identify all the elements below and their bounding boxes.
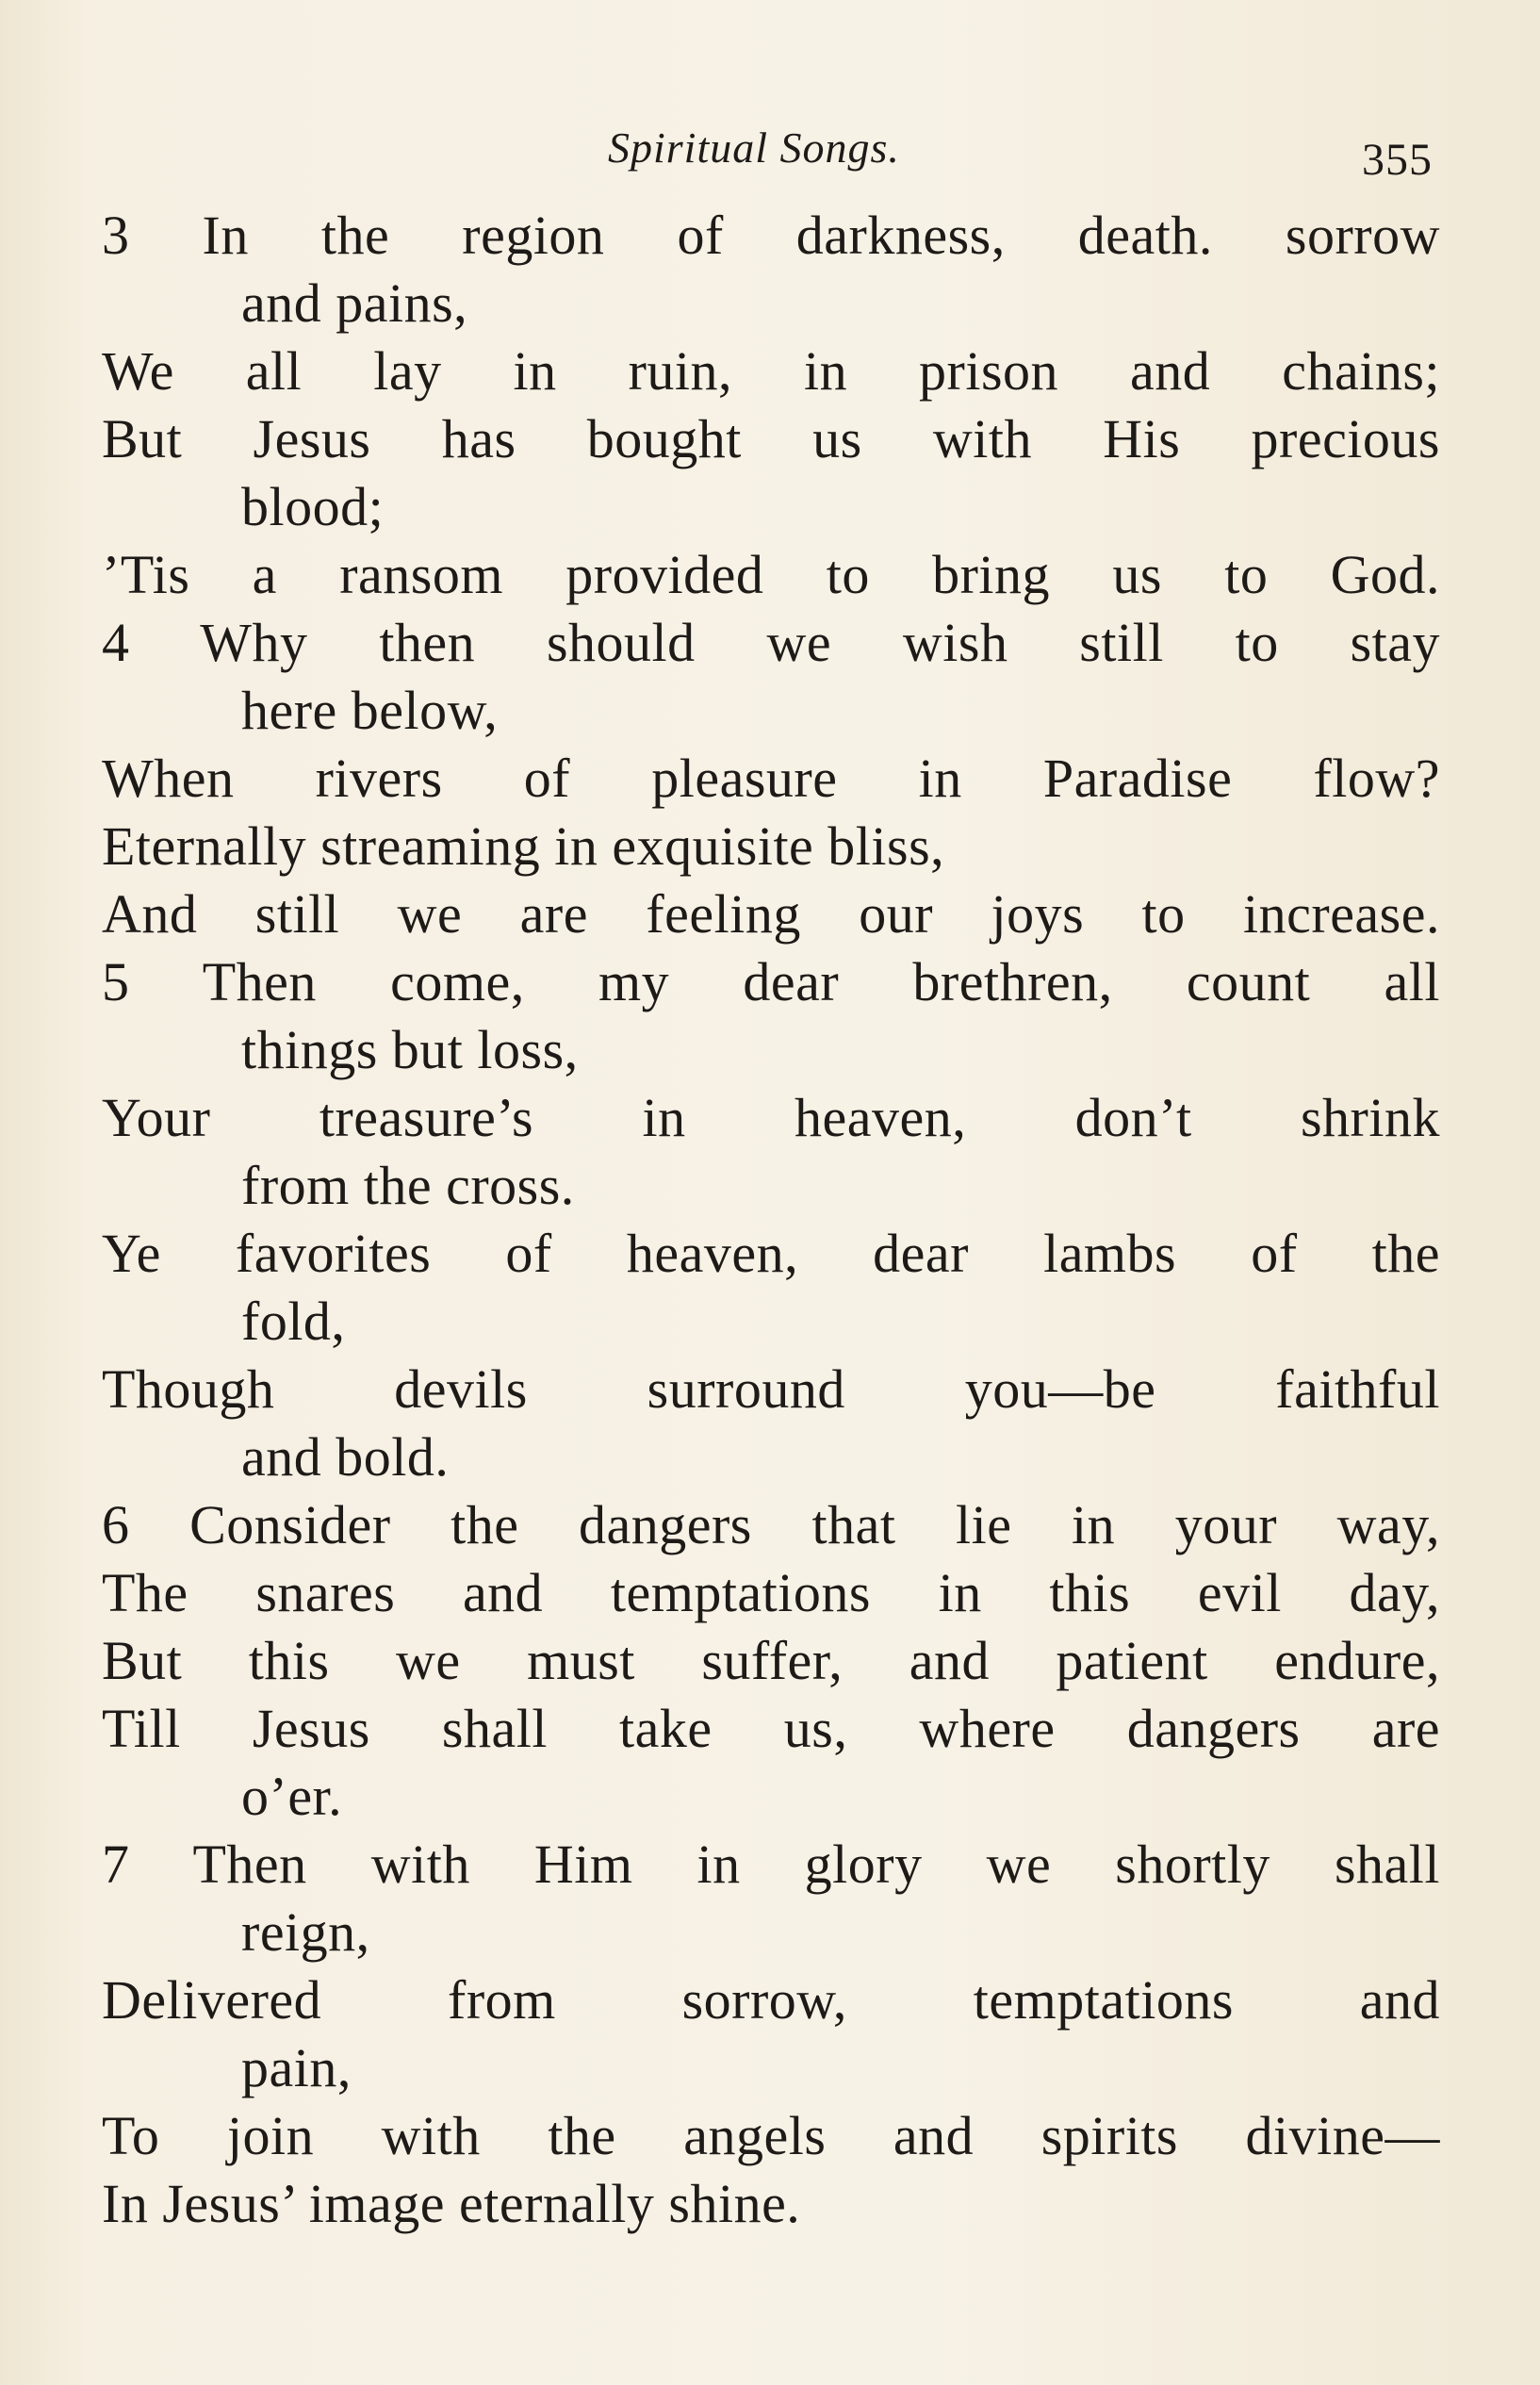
verse-line: When rivers of pleasure in Paradise flow? bbox=[102, 748, 1440, 809]
verse-line: ’Tis a ransom provided to bring us to God. bbox=[102, 544, 1440, 605]
verse-line-continuation: reign, bbox=[241, 1901, 370, 1963]
verse-line-continuation: pain, bbox=[241, 2037, 352, 2098]
verse-line: In Jesus’ image eternally shine. bbox=[102, 2173, 801, 2234]
verse-line: Though devils surround you—be faithful bbox=[102, 1358, 1440, 1420]
verse-line: Delivered from sorrow, temptations and bbox=[102, 1969, 1440, 2031]
verse-line: But this we must suffer, and patient endure, bbox=[102, 1630, 1440, 1691]
verse-line: 4 Why then should we wish still to stay bbox=[102, 612, 1440, 673]
verse-line: But Jesus has bought us with His precious bbox=[102, 408, 1440, 469]
page-number: 355 bbox=[1362, 135, 1433, 185]
stanza-7 bbox=[102, 1831, 1440, 2238]
verse-line: Your treasure’s in heaven, don’t shrink bbox=[102, 1087, 1440, 1148]
verse-line: Till Jesus shall take us, where dangers are bbox=[102, 1698, 1440, 1759]
verse-line-continuation: and bold. bbox=[241, 1426, 450, 1488]
verse-line: 6 Consider the dangers that lie in your way, bbox=[102, 1494, 1440, 1555]
verse-line-continuation: here below, bbox=[241, 680, 499, 741]
verse-line-continuation: from the cross. bbox=[241, 1155, 575, 1216]
page-header bbox=[0, 113, 1540, 189]
stanza-6 bbox=[102, 1491, 1440, 1831]
running-title: Spiritual Songs. bbox=[608, 123, 900, 172]
verse-line-continuation: o’er. bbox=[241, 1766, 343, 1827]
verse-line: The snares and temptations in this evil day, bbox=[102, 1562, 1440, 1623]
stanza-5 bbox=[102, 948, 1440, 1491]
verse-line-continuation: blood; bbox=[241, 476, 385, 537]
verse-line: To join with the angels and spirits divine— bbox=[102, 2105, 1440, 2166]
verse-line: Eternally streaming in exquisite bliss, bbox=[102, 815, 945, 877]
verse-line: 3 In the region of darkness, death. sorrow bbox=[102, 205, 1440, 266]
stanza-4 bbox=[102, 609, 1440, 948]
stanza-3 bbox=[102, 202, 1440, 609]
verse-line-continuation: things but loss, bbox=[241, 1019, 579, 1080]
verse-line: We all lay in ruin, in prison and chains; bbox=[102, 340, 1440, 402]
verse-line-continuation: fold, bbox=[241, 1291, 346, 1352]
verse-line: 7 Then with Him in glory we shortly shall bbox=[102, 1834, 1440, 1895]
verse-line: Ye favorites of heaven, dear lambs of the bbox=[102, 1223, 1440, 1284]
hymn-text bbox=[102, 202, 1440, 2238]
verse-line-continuation: and pains, bbox=[241, 272, 468, 334]
verse-line: 5 Then come, my dear brethren, count all bbox=[102, 951, 1440, 1012]
verse-line: And still we are feeling our joys to increase. bbox=[102, 883, 1440, 945]
